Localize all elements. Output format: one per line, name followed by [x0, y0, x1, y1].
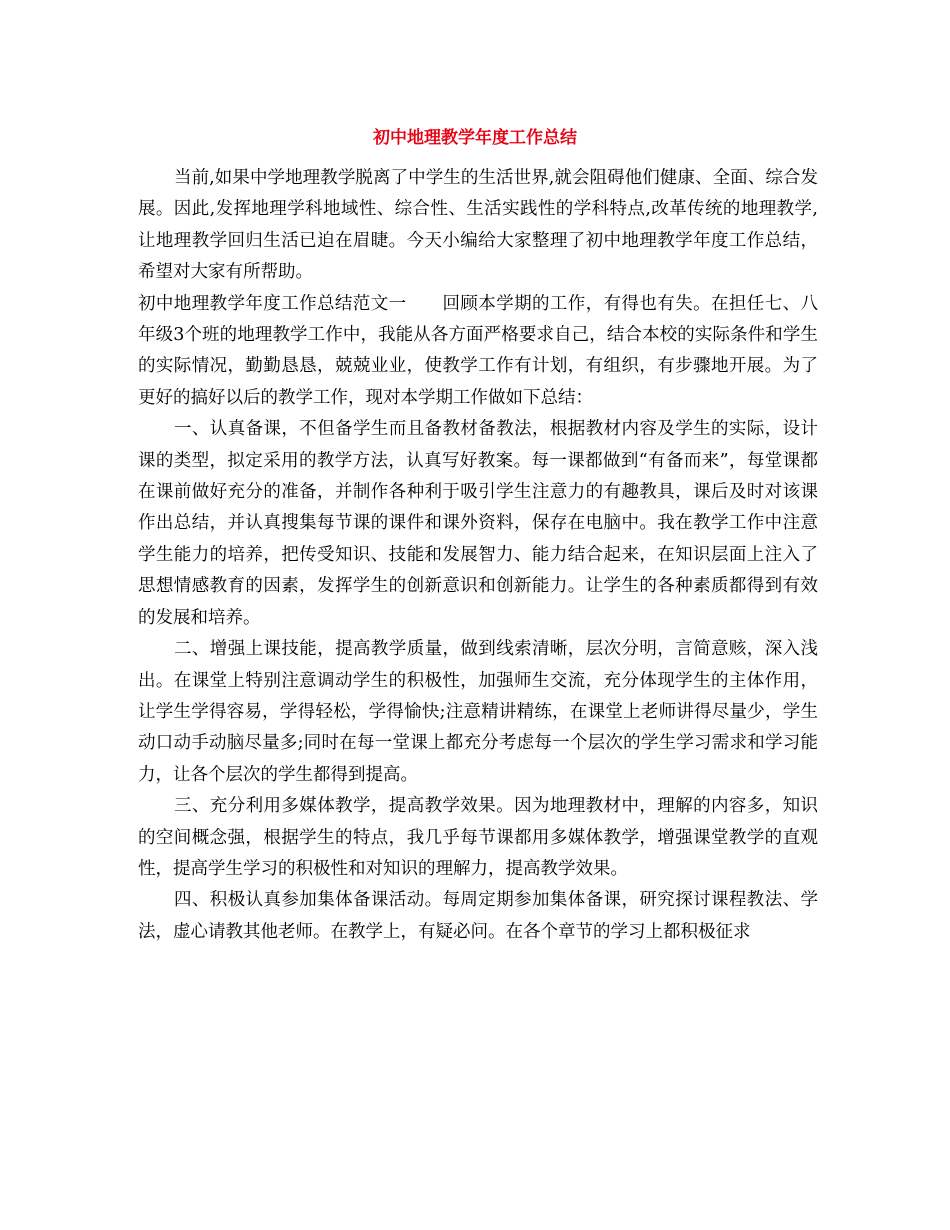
- section-paragraph-1: 一、认真备课，不但备学生而且备教材备教法，根据教材内容及学生的实际，设计课的类型，拟定采用的教学方法，认真写好教案。每一课都做到“有备而来”，每堂课都在课前做好充分的准备，并制作各种利于吸引学生注意力的有趣教具，课后及时对该课作出总结，并认真搜集每节课的课件和课外资料，保存在电脑中。我在教学工作中注意学生能力的培养，把传受知识、技能和发展智力、能力结合起来，在知识层面上注入了思想情感教育的因素，发挥学生的创新意识和创新能力。让学生的各种素质都得到有效的发展和培养。: [138, 419, 818, 628]
- section-paragraph-3: 三、充分利用多媒体教学，提高教学效果。因为地理教材中，理解的内容多，知识的空间概念强，根据学生的特点，我几乎每节课都用多媒体教学，增强课堂教学的直观性，提高学生学习的积极性和对知识的理解力，提高教学效果。: [138, 796, 818, 879]
- sample-heading: 初中地理教学年度工作总结范文一: [138, 293, 407, 314]
- section-paragraph-2: 二、增强上课技能，提高教学质量，做到线索清晰，层次分明，言简意赅，深入浅出。在课堂上特别注意调动学生的积极性，加强师生交流，充分体现学生的主体作用，让学生学得容易，学得轻松，学得愉快;注意精讲精练，在课堂上老师讲得尽量少，学生动口动手动脑尽量多;同时在每一堂课上都充分考虑每一个层次的学生学习需求和学习能力，让各个层次的学生都得到提高。: [138, 639, 818, 785]
- document-body: [138, 163, 818, 948]
- intro-paragraph: 当前,如果中学地理教学脱离了中学生的生活世界,就会阻碍他们健康、全面、综合发展。因此,发挥地理学科地域性、综合性、生活实践性的学科特点,改革传统的地理教学,让地理教学回归生活已迫在眉睫。今天小编给大家整理了初中地理教学年度工作总结，希望对大家有所帮助。: [138, 168, 818, 283]
- sample-paragraph: [138, 289, 818, 415]
- section-paragraph-4: 四、积极认真参加集体备课活动。每周定期参加集体备课，研究探讨课程教法、学法，虚心请教其他老师。在教学上，有疑必问。在各个章节的学习上都积极征求: [138, 890, 818, 942]
- sample-opening: 回顾本学期的工作，有得也有失。在担任七、八年级3个班的地理教学工作中，我能从各方面严格要求自己，结合本校的实际条件和学生的实际情况，勤勤恳恳，兢兢业业，使教学工作有计划，有组织，有步骤地开展。为了更好的搞好以后的教学工作，现对本学期工作做如下总结：: [138, 293, 818, 408]
- document-title: 初中地理教学年度工作总结: [373, 128, 577, 148]
